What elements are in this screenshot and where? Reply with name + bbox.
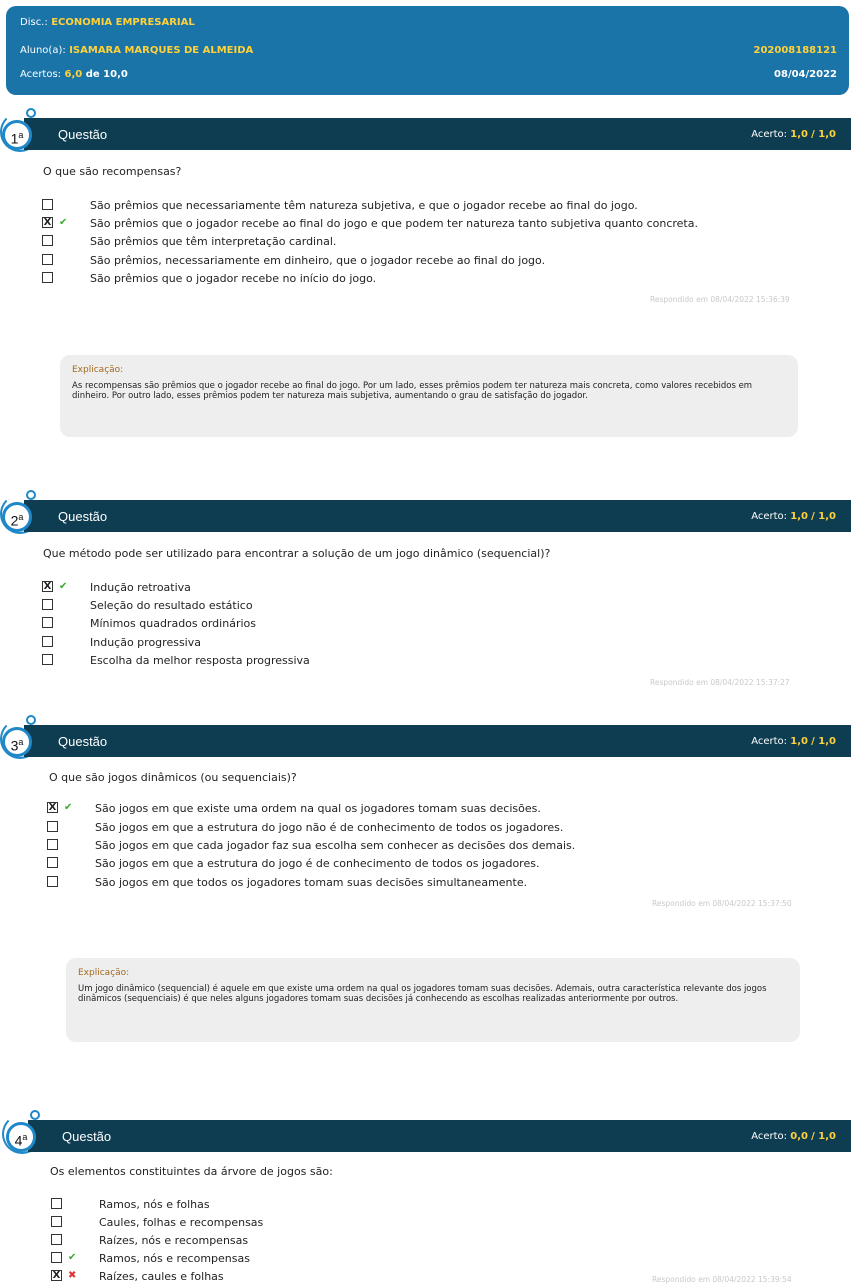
question-score [751,129,836,140]
aluno-row [20,45,837,56]
question-number: 3 [10,737,19,754]
badge-dot-icon [26,108,36,118]
question-ordinal: a [18,512,24,522]
disc-value: ECONOMIA EMPRESARIAL [51,17,195,28]
option-checkbox[interactable] [42,199,53,210]
score-value: 1,0 [790,129,808,140]
option-checkbox[interactable] [42,654,53,665]
aluno-label: Aluno(a): [20,45,66,56]
option-label: Seleção do resultado estático [90,599,253,612]
question-ordinal: a [22,1132,28,1142]
question-number-badge [2,120,32,150]
question-number: 2 [10,512,19,529]
aluno-value: ISAMARA MARQUES DE ALMEIDA [69,45,254,56]
option-checkbox[interactable]: X [43,581,52,592]
exam-header [6,6,849,95]
option-label: Mínimos quadrados ordinários [90,617,256,630]
acertos-value: 6,0 [64,69,83,80]
badge-dot-icon [26,715,36,725]
option-checkbox[interactable] [42,636,53,647]
wrong-x-icon: ✖ [68,1270,77,1281]
question-ordinal: a [18,130,24,140]
score-total: / 1,0 [811,1131,836,1142]
option-label: São jogos em que a estrutura do jogo não é de conhecimento de todos os jogadores. [95,821,564,834]
answered-timestamp: Respondido em 08/04/2022 15:39:54 [652,1275,792,1284]
acertos-row [20,69,837,80]
disc-label: Disc.: [20,17,48,28]
option-checkbox[interactable] [51,1216,62,1227]
badge-dot-icon [30,1110,40,1120]
score-label: Acerto: [751,736,788,747]
score-value: 0,0 [790,1131,808,1142]
option-label: Indução retroativa [90,581,191,594]
score-total: / 1,0 [811,129,836,140]
question-number-badge [6,1122,36,1152]
question-bar [24,725,851,757]
option-checkbox[interactable] [47,857,58,868]
option-checkbox[interactable] [42,235,53,246]
answered-timestamp: Respondido em 08/04/2022 15:37:50 [652,899,792,908]
score-total: / 1,0 [811,511,836,522]
correct-check-icon: ✔ [59,581,68,592]
score-value: 1,0 [790,511,808,522]
score-label: Acerto: [751,511,788,522]
question-bar [24,500,851,532]
question-title: Questão [58,127,108,142]
question-score [751,511,836,522]
question-title: Questão [62,1129,112,1144]
option-checkbox[interactable] [42,617,53,628]
option-label: Raízes, caules e folhas [99,1270,224,1283]
correct-check-icon: ✔ [64,802,73,813]
option-checkbox[interactable]: X [48,802,57,813]
option-checkbox[interactable] [47,876,58,887]
acertos-total: de 10,0 [85,69,128,80]
answered-timestamp: Respondido em 08/04/2022 15:36:39 [650,295,790,304]
option-checkbox[interactable]: X [43,217,52,228]
exam-date: 08/04/2022 [774,69,837,80]
question-ordinal: a [18,737,24,747]
option-checkbox[interactable]: X [52,1270,61,1281]
question-number-badge [2,727,32,757]
question-text: Que método pode ser utilizado para encontrar a solução de um jogo dinâmico (sequencial)? [43,547,551,560]
question-score [751,1131,836,1142]
question-title: Questão [58,734,108,749]
acertos-label: Acertos: [20,69,62,80]
option-label: São prêmios que necessariamente têm natureza subjetiva, e que o jogador recebe ao final do jogo. [90,199,638,212]
score-total: / 1,0 [811,736,836,747]
score-label: Acerto: [751,129,788,140]
question-text: O que são jogos dinâmicos (ou sequenciais)? [49,771,297,784]
correct-check-icon: ✔ [68,1252,77,1263]
answered-timestamp: Respondido em 08/04/2022 15:37:27 [650,678,790,687]
option-checkbox[interactable] [51,1252,62,1263]
explanation-box [66,958,800,1042]
score-value: 1,0 [790,736,808,747]
option-label: Ramos, nós e folhas [99,1198,210,1211]
option-label: São prêmios que têm interpretação cardinal. [90,235,337,248]
explanation-text: Um jogo dinâmico (sequencial) é aquele em que existe uma ordem na qual os jogadores tomam suas decisões. Ademais, outra característica relevante dos jogos dinâmicos (sequenciais) é que neles alguns jogadores tomam suas decisões já conhecendo as escolhas realizadas anteriormente por outros. [78,984,767,1004]
explanation-title: Explicação: [72,365,124,375]
option-label: São jogos em que a estrutura do jogo é de conhecimento de todos os jogadores. [95,857,540,870]
explanation-text: As recompensas são prêmios que o jogador recebe ao final do jogo. Por um lado, esses prêmios podem ter natureza mais concreta, como valores recebidos em dinheiro. Por outro lado, esses prêmios podem ter natureza mais subjetiva, aumentando o grau de satisfação do jogador. [72,381,753,401]
option-label: Raízes, nós e recompensas [99,1234,249,1247]
question-bar [28,1120,851,1152]
score-label: Acerto: [751,1131,788,1142]
option-label: Caules, folhas e recompensas [99,1216,264,1229]
option-label: São prêmios que o jogador recebe no início do jogo. [90,272,377,285]
question-number: 4 [14,1132,23,1149]
question-number: 1 [10,130,19,147]
option-label: São prêmios, necessariamente em dinheiro, que o jogador recebe ao final do jogo. [90,254,546,267]
option-label: São jogos em que cada jogador faz sua escolha sem conhecer as decisões dos demais. [95,839,576,852]
badge-dot-icon [26,490,36,500]
question-score [751,736,836,747]
option-label: São jogos em que existe uma ordem na qual os jogadores tomam suas decisões. [95,802,541,815]
question-text: O que são recompensas? [43,165,182,178]
question-number-badge [2,502,32,532]
question-text: Os elementos constituintes da árvore de jogos são: [50,1165,333,1178]
option-label: São jogos em que todos os jogadores tomam suas decisões simultaneamente. [95,876,528,889]
option-checkbox[interactable] [47,839,58,850]
option-checkbox[interactable] [47,821,58,832]
explanation-box [60,355,798,437]
option-label: Indução progressiva [90,636,201,649]
correct-check-icon: ✔ [59,217,68,228]
option-checkbox[interactable] [42,599,53,610]
explanation-title: Explicação: [78,968,130,978]
question-bar [24,118,851,150]
option-checkbox[interactable] [51,1198,62,1209]
option-label: Ramos, nós e recompensas [99,1252,250,1265]
matricula: 202008188121 [753,45,837,56]
option-checkbox[interactable] [42,272,53,283]
disc-row [20,17,837,28]
option-label: São prêmios que o jogador recebe ao final do jogo e que podem ter natureza tanto subjetiva quanto concreta. [90,217,698,230]
option-checkbox[interactable] [42,254,53,265]
question-title: Questão [58,509,108,524]
option-label: Escolha da melhor resposta progressiva [90,654,310,667]
option-checkbox[interactable] [51,1234,62,1245]
